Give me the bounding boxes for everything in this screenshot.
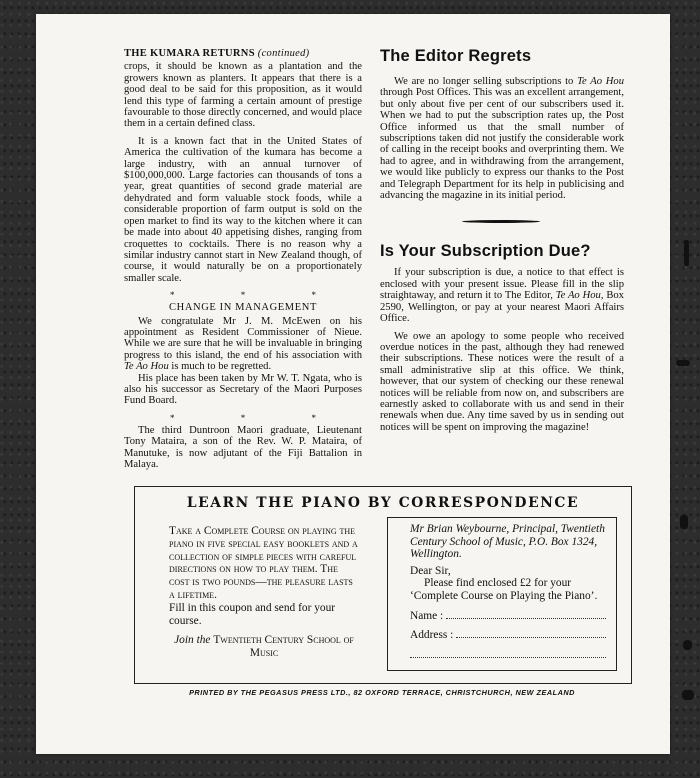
editor-regrets-paragraph: We are no longer selling subscriptions to Te Ao Hou through Post Offices. This was an excellent arrangement, but only about five per cent of our subscribers used it. When we had to put the subscription rates up, the Post Office informed us that the small number of subscriptions taken did not justify the considerable work of calling in the receipt books and overprinting them. We had to agree, and in withdrawing from the arrangement, we would like publicly to express our thanks to the Post and Telegraph Department for its help in publicising and advancing the magazine in its initial period. xyxy=(380,76,624,202)
coupon-address: Mr Brian Weybourne, Principal, Twentieth Century School of Music, P.O. Box 1324, Wellington. xyxy=(410,523,605,561)
subscription-due-heading: Is Your Subscription Due? xyxy=(380,242,591,261)
section-divider-stars: * * * xyxy=(170,290,348,301)
coupon-order-text: Please find enclosed £2 for your ‘Complete Course on Playing the Piano’. xyxy=(410,577,598,602)
mataira-paragraph: The third Duntroon Maori graduate, Lieutenant Tony Mataira, a son of the Rev. W. P. Mataira, of Manutuke, is now adjutant of the Fiji Battalion in Malaya. xyxy=(124,424,362,470)
section-divider-stars: * * * xyxy=(170,412,348,423)
mcewen-paragraph: We congratulate Mr J. M. McEwen on his appointment as Resident Commissioner of Nieue. While we are sure that he will be invaluable in bringing progress to this island, the end of his association with Te Ao Hou is much to be regretted. xyxy=(124,315,362,373)
piano-advertisement xyxy=(134,486,632,684)
subscription-paragraph-2: We owe an apology to some people who received overdue notices in the past, although they had renewed their subscriptions. These notices were the result of a small administrative slip at this office. We think, however, that our system of checking our these renewal notices will be reliable from now on, and subscribers are earnestly asked to collaborate with us and send in their renewals when due. Any time saved by us in sending out notices will be spent on improving the magazine! xyxy=(380,330,624,433)
subscription-paragraph-1: If your subscription is due, a notice to that effect is enclosed with your present issue. Please fill in the slip straightaway, and return it to The Editor, Te Ao Hou, Box 2590, Wellington, or pay at your nearest Maori Affairs Office. xyxy=(380,267,624,325)
running-head-title: THE KUMARA RETURNS xyxy=(124,48,255,59)
order-coupon xyxy=(387,517,617,671)
change-in-management-heading: CHANGE IN MANAGEMENT xyxy=(169,302,317,314)
name-label: Name : xyxy=(410,609,444,622)
ngata-paragraph: His place has been taken by Mr W. T. Ngata, who is also his successor as Secretary of the Maori Purposes Fund Board. xyxy=(124,372,362,407)
coupon-salutation: Dear Sir, xyxy=(410,564,451,577)
divider-rule xyxy=(380,211,624,231)
advertisement-title: LEARN THE PIANO BY CORRESPONDENCE xyxy=(186,495,580,511)
coupon-address-line-2[interactable] xyxy=(410,648,606,658)
left-column xyxy=(124,48,362,470)
running-head xyxy=(124,48,362,59)
advertisement-signature: Join the Twentieth Century School of Music xyxy=(174,634,354,660)
scan-edge-mark xyxy=(684,240,689,266)
running-head-continued: (continued) xyxy=(257,48,310,59)
kumara-paragraph-2: It is a known fact that in the United States of America the cultivation of the kumara has become a large industry, with an annual turnover of $100,000,000. Large factories can thousands of tons a year, great quantities of second grade material are dehydrated and form valuable stock foods, while a considerable proportion of farm output is sold on the open market to find its way to the kitchen where it can be made into about 40 appetising dishes, ranging from croquettes to cocktails. There is no reason why a similar industry cannot start in New Zealand though, of course, it would naturally be on a proportionately smaller scale. xyxy=(124,135,362,284)
kumara-paragraph-1: crops, it should be known as a plantation and the growers known as planters. It appears that there is a good deal to be said for this proposition, as it would lend this type of farming a certain amount of prestige favourable to those directly concerned, and would place them in a certain defined class. xyxy=(124,61,362,130)
scan-edge-mark xyxy=(680,515,688,529)
coupon-name-field[interactable] xyxy=(410,609,606,623)
advertisement-call-to-action: Fill in this coupon and send for your course. xyxy=(169,601,336,627)
scan-edge-mark xyxy=(683,640,692,650)
scan-edge-mark xyxy=(676,360,690,366)
advertisement-body: Take a Complete Course on playing the piano in five special easy booklets and a collection of simple pieces with careful directions on how to play them. The cost is two pounds—the pleasure lasts a lifetime. xyxy=(169,525,358,601)
right-column xyxy=(380,46,624,433)
coupon-address-field[interactable] xyxy=(410,628,606,642)
address-label: Address : xyxy=(410,629,454,642)
editor-regrets-heading: The Editor Regrets xyxy=(380,47,532,65)
scan-edge-mark xyxy=(682,690,694,700)
advertisement-copy xyxy=(169,525,359,660)
printer-imprint: PRINTED BY THE PEGASUS PRESS LTD., 82 OXFORD TERRACE, CHRISTCHURCH, NEW ZEALAND xyxy=(189,688,575,697)
